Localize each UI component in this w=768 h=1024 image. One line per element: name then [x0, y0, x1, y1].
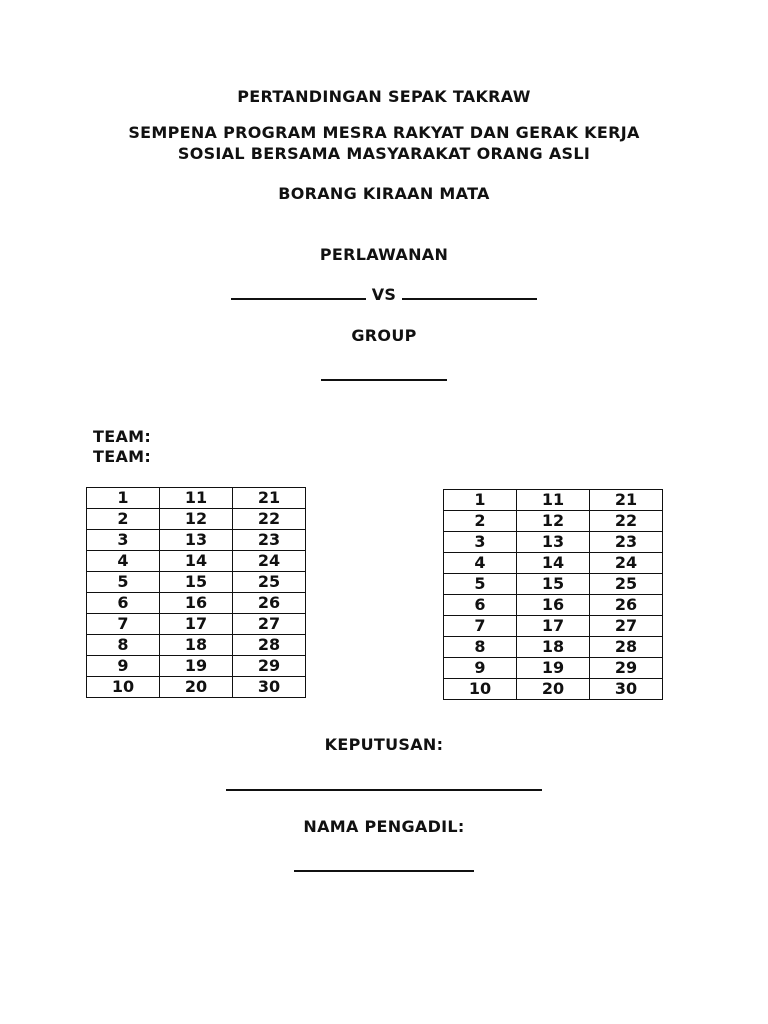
- right-table-row: [444, 532, 663, 553]
- right-table-score-cell[interactable]: 12: [517, 511, 590, 532]
- form-title: PERTANDINGAN SEPAK TAKRAW: [237, 87, 531, 106]
- left-table-row: [87, 635, 306, 656]
- right-table-score-cell[interactable]: 17: [517, 616, 590, 637]
- team-b-blank[interactable]: [402, 298, 537, 300]
- left-table-score-cell[interactable]: 29: [233, 656, 306, 677]
- left-table-score-cell[interactable]: 10: [87, 677, 160, 698]
- referee-blank[interactable]: [294, 870, 474, 872]
- right-table-score-cell[interactable]: 21: [590, 490, 663, 511]
- left-table-score-cell[interactable]: 25: [233, 572, 306, 593]
- right-table-score-cell[interactable]: 23: [590, 532, 663, 553]
- left-table-score-cell[interactable]: 4: [87, 551, 160, 572]
- right-table-row: [444, 637, 663, 658]
- right-table-score-cell[interactable]: 30: [590, 679, 663, 700]
- left-table-score-cell[interactable]: 22: [233, 509, 306, 530]
- right-table-score-cell[interactable]: 22: [590, 511, 663, 532]
- right-table-row: [444, 616, 663, 637]
- right-table-score-cell[interactable]: 28: [590, 637, 663, 658]
- right-table-score-cell[interactable]: 16: [517, 595, 590, 616]
- right-table-score-cell[interactable]: 24: [590, 553, 663, 574]
- right-table-score-cell[interactable]: 4: [444, 553, 517, 574]
- right-table-row: [444, 511, 663, 532]
- left-table-row: [87, 530, 306, 551]
- decision-label: KEPUTUSAN:: [324, 735, 444, 754]
- left-table-row: [87, 593, 306, 614]
- right-table-score-cell[interactable]: 18: [517, 637, 590, 658]
- left-table-score-cell[interactable]: 2: [87, 509, 160, 530]
- team-1-label: TEAM:: [93, 427, 152, 446]
- left-table-score-cell[interactable]: 7: [87, 614, 160, 635]
- left-table-score-cell[interactable]: 12: [160, 509, 233, 530]
- right-table-score-cell[interactable]: 25: [590, 574, 663, 595]
- left-table-row: [87, 509, 306, 530]
- left-table-row: [87, 551, 306, 572]
- right-table-score-cell[interactable]: 15: [517, 574, 590, 595]
- form-name: BORANG KIRAAN MATA: [278, 184, 490, 203]
- left-table-score-cell[interactable]: 5: [87, 572, 160, 593]
- team-2-label: TEAM:: [93, 447, 152, 466]
- left-table-score-cell[interactable]: 16: [160, 593, 233, 614]
- left-table-row: [87, 677, 306, 698]
- left-table-score-cell[interactable]: 14: [160, 551, 233, 572]
- team-a-blank[interactable]: [231, 298, 366, 300]
- left-table-score-cell[interactable]: 1: [87, 488, 160, 509]
- left-table-score-cell[interactable]: 30: [233, 677, 306, 698]
- left-table-score-cell[interactable]: 21: [233, 488, 306, 509]
- right-table-row: [444, 490, 663, 511]
- left-table-row: [87, 572, 306, 593]
- left-table-score-cell[interactable]: 28: [233, 635, 306, 656]
- right-table-score-cell[interactable]: 2: [444, 511, 517, 532]
- match-vs-row: [0, 285, 768, 304]
- right-table-row: [444, 595, 663, 616]
- group-label: GROUP: [351, 326, 417, 345]
- vs-label: VS: [371, 285, 397, 304]
- right-table-row: [444, 679, 663, 700]
- right-table-score-cell[interactable]: 6: [444, 595, 517, 616]
- left-table-score-cell[interactable]: 17: [160, 614, 233, 635]
- right-table-score-cell[interactable]: 5: [444, 574, 517, 595]
- right-table-score-cell[interactable]: 20: [517, 679, 590, 700]
- left-table-row: [87, 656, 306, 677]
- left-table-score-cell[interactable]: 27: [233, 614, 306, 635]
- left-table-score-cell[interactable]: 3: [87, 530, 160, 551]
- left-table-score-cell[interactable]: 11: [160, 488, 233, 509]
- right-table-score-cell[interactable]: 26: [590, 595, 663, 616]
- right-table-score-cell[interactable]: 13: [517, 532, 590, 553]
- left-table-row: [87, 614, 306, 635]
- right-table-score-cell[interactable]: 3: [444, 532, 517, 553]
- left-table-score-cell[interactable]: 20: [160, 677, 233, 698]
- referee-label: NAMA PENGADIL:: [303, 817, 465, 836]
- right-table-row: [444, 553, 663, 574]
- right-table-row: [444, 574, 663, 595]
- group-blank[interactable]: [321, 379, 447, 381]
- left-table-score-cell[interactable]: 18: [160, 635, 233, 656]
- event-subtitle-line1: SEMPENA PROGRAM MESRA RAKYAT DAN GERAK KERJA: [128, 123, 640, 142]
- right-table-score-cell[interactable]: 14: [517, 553, 590, 574]
- right-table-score-cell[interactable]: 9: [444, 658, 517, 679]
- right-table-row: [444, 658, 663, 679]
- decision-blank[interactable]: [226, 789, 542, 791]
- right-table-score-cell[interactable]: 19: [517, 658, 590, 679]
- left-table-score-cell[interactable]: 24: [233, 551, 306, 572]
- left-table-score-cell[interactable]: 9: [87, 656, 160, 677]
- right-table-score-cell[interactable]: 11: [517, 490, 590, 511]
- left-table-score-cell[interactable]: 15: [160, 572, 233, 593]
- event-subtitle-line2: SOSIAL BERSAMA MASYARAKAT ORANG ASLI: [177, 144, 591, 163]
- referee-blank-row: [0, 857, 768, 876]
- match-label: PERLAWANAN: [319, 245, 449, 264]
- right-table-score-cell[interactable]: 29: [590, 658, 663, 679]
- right-table-score-cell[interactable]: 7: [444, 616, 517, 637]
- left-table-score-cell[interactable]: 19: [160, 656, 233, 677]
- group-blank-row: [0, 366, 768, 385]
- left-table-score-cell[interactable]: 26: [233, 593, 306, 614]
- decision-blank-row: [0, 776, 768, 795]
- right-table-score-cell[interactable]: 8: [444, 637, 517, 658]
- score-table-right: [443, 489, 663, 700]
- left-table-score-cell[interactable]: 13: [160, 530, 233, 551]
- left-table-score-cell[interactable]: 8: [87, 635, 160, 656]
- right-table-score-cell[interactable]: 27: [590, 616, 663, 637]
- left-table-score-cell[interactable]: 6: [87, 593, 160, 614]
- right-table-score-cell[interactable]: 10: [444, 679, 517, 700]
- left-table-score-cell[interactable]: 23: [233, 530, 306, 551]
- right-table-score-cell[interactable]: 1: [444, 490, 517, 511]
- score-table-left: [86, 487, 306, 698]
- left-table-row: [87, 488, 306, 509]
